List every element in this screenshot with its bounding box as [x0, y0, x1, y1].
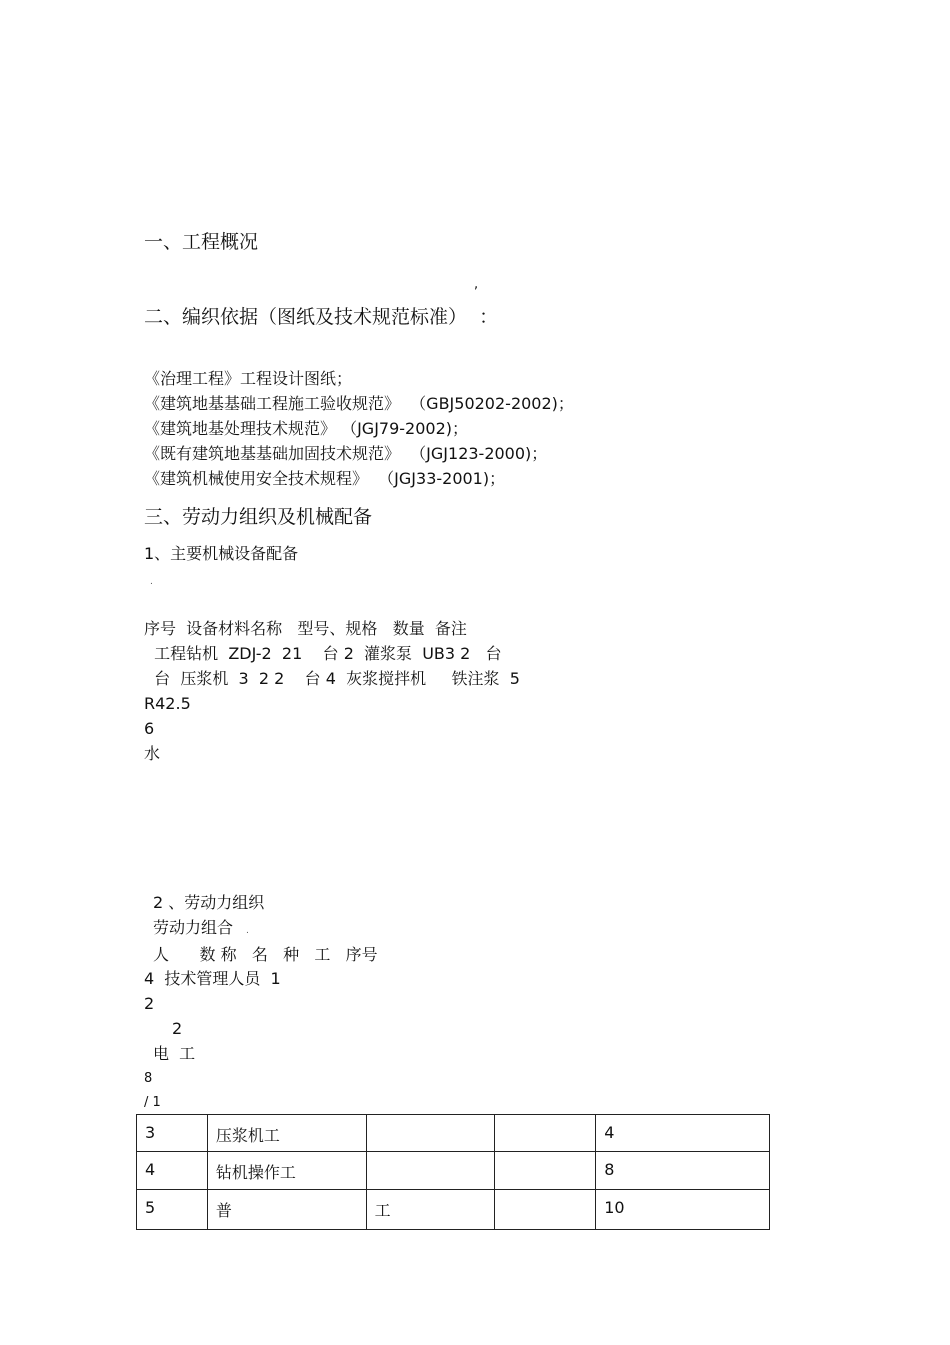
labor-table — [136, 1114, 770, 1230]
table-cell: 压浆机工 — [207, 1115, 366, 1152]
table-cell — [366, 1115, 495, 1152]
equipment-line: 台 压浆机 3 2 2 台 4 灰浆搅拌机 铁注浆 5 — [144, 669, 520, 688]
table-cell: 5 — [137, 1190, 208, 1230]
reference-item: 《治理工程》工程设计图纸； — [144, 369, 353, 388]
labor-line: / 1 — [144, 1095, 161, 1110]
reference-item: 《建筑地基处理技术规范》 （JGJ79-2002)； — [144, 419, 469, 438]
table-cell: 工 — [366, 1190, 495, 1230]
labor-line: 电 工 — [153, 1044, 196, 1063]
subsection-labor-title: 2 、劳动力组织 — [153, 893, 265, 912]
stray-mark: . — [150, 577, 153, 587]
table-cell: 钻机操作工 — [207, 1152, 366, 1190]
table-row — [137, 1115, 770, 1152]
table-cell — [495, 1115, 596, 1152]
equipment-line: R42.5 — [144, 694, 191, 713]
reference-item: 《既有建筑地基基础加固技术规范》 （JGJ123-2000)； — [144, 444, 548, 463]
reference-item: 《建筑机械使用安全技术规程》 （JGJ33-2001)； — [144, 469, 506, 488]
subsection-equipment-title: 1、主要机械设备配备 — [144, 544, 299, 563]
table-cell: 4 — [596, 1115, 770, 1152]
equipment-line: 工程钻机 ZDJ-2 21 台 2 灌浆泵 UB3 2 台 — [144, 644, 502, 663]
section-3-title: 三、劳动力组织及机械配备 — [144, 506, 373, 528]
equipment-line: 序号 设备材料名称 型号、规格 数量 备注 — [144, 619, 467, 638]
labor-combo-label: 劳动力组合 — [153, 918, 234, 937]
table-row — [137, 1152, 770, 1190]
table-cell: 4 — [137, 1152, 208, 1190]
table-cell: 10 — [596, 1190, 770, 1230]
labor-header-line: 人 数 称 名 种 工 序号 — [153, 945, 378, 964]
table-cell: 8 — [596, 1152, 770, 1190]
equipment-line: 水 — [144, 744, 161, 763]
stray-mark: , — [474, 277, 479, 292]
labor-line: 2 — [172, 1019, 183, 1038]
table-cell: 3 — [137, 1115, 208, 1152]
table-row — [137, 1190, 770, 1230]
stray-mark: . — [246, 926, 249, 936]
labor-line: 4 技术管理人员 1 — [144, 969, 281, 988]
equipment-line: 6 — [144, 719, 155, 738]
labor-line: 8 — [144, 1071, 153, 1086]
reference-item: 《建筑地基基础工程施工验收规范》 （GBJ50202-2002)； — [144, 394, 574, 413]
labor-line: 2 — [144, 994, 155, 1013]
table-cell: 普 — [207, 1190, 366, 1230]
section-2-title: 二、编织依据（图纸及技术规范标准） ： — [144, 306, 499, 328]
table-cell — [366, 1152, 495, 1190]
section-1-title: 一、工程概况 — [144, 231, 259, 253]
table-cell — [495, 1152, 596, 1190]
table-cell — [495, 1190, 596, 1230]
